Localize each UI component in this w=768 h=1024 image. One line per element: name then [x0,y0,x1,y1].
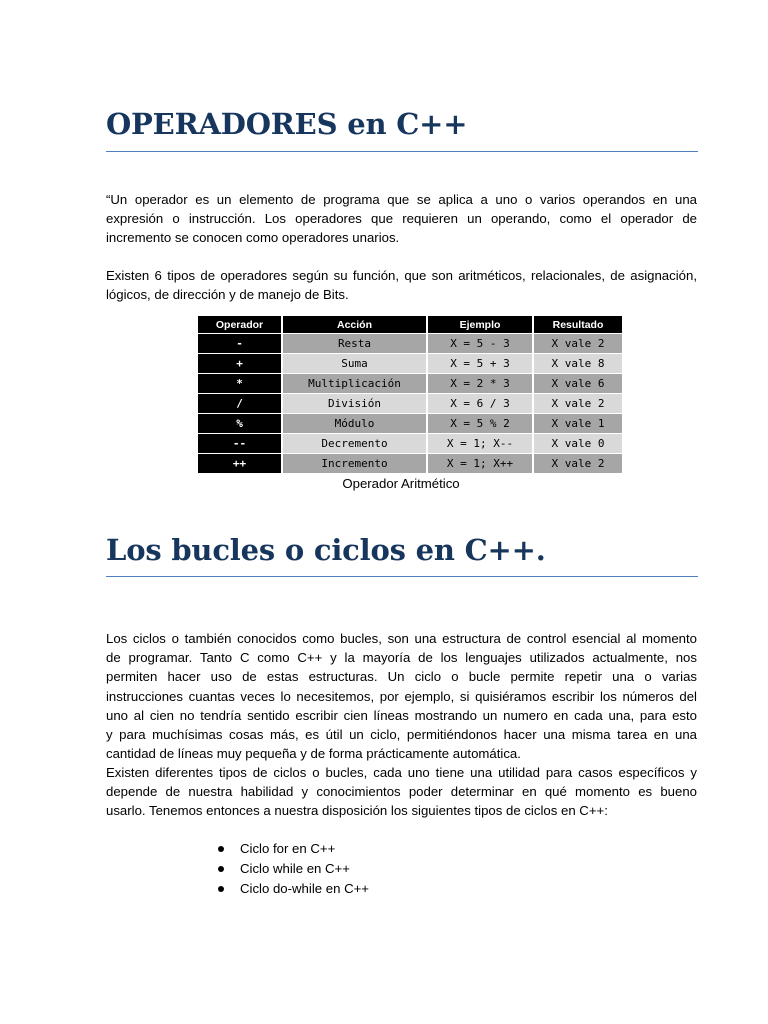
example-cell: X = 2 * 3 [427,374,533,394]
operator-cell: * [198,374,282,394]
section-title-bucles: Los bucles o ciclos en C++. [106,533,546,567]
section-title-operadores: OPERADORES en C++ [106,107,468,141]
text-line: y para muchísimas cosas más, es útil un ciclo, permitiéndonos hacer una misma tarea en una [106,727,697,743]
text-line: Los ciclos o también conocidos como bucles, son una estructura de control esencial al momento [106,631,697,646]
result-cell: X vale 8 [533,354,622,374]
example-cell: X = 1; X-- [427,434,533,454]
table-header-row [198,316,622,334]
list-item [216,859,369,879]
table-row [198,354,622,374]
action-cell: Resta [282,334,427,354]
header-operador: Operador [198,316,282,334]
header-accion: Acción [282,316,427,334]
text-line: cantidad de líneas muy pequeña y de forma prácticamente automática. [106,746,521,762]
example-cell: X = 5 + 3 [427,354,533,374]
text-line: permiten hacer uso de estas estructuras. Un ciclo o bucle permite repetir una o varias [106,669,697,685]
operator-cell: + [198,354,282,374]
text-line: usarlo. Tenemos entonces a nuestra disposición los siguientes tipos de ciclos en C++: [106,803,608,819]
table-row [198,394,622,414]
action-cell: Decremento [282,434,427,454]
text-line: de programar. Tanto C como C++ y la mayoría de los lenguajes utilizados actualmente, nos [106,650,697,666]
table-row [198,434,622,454]
example-cell: X = 1; X++ [427,454,533,474]
operator-cell: % [198,414,282,434]
text-line: instrucciones cuantas veces lo necesitemos, por ejemplo, si quisiéramos escribir los números del [106,688,697,704]
arithmetic-operators-table [198,316,622,473]
text-line: Existen 6 tipos de operadores según su función, que son aritméticos, relacionales, de asignación, [106,268,697,283]
bullet-icon [218,846,224,852]
operator-cell: / [198,394,282,414]
result-cell: X vale 6 [533,374,622,394]
text-line: lógicos, de dirección y de manejo de Bits. [106,287,349,303]
list-item-label: Ciclo do-while en C++ [240,880,370,896]
example-cell: X = 6 / 3 [427,394,533,414]
example-cell: X = 5 - 3 [427,334,533,354]
bullet-icon [218,886,224,892]
result-cell: X vale 0 [533,434,622,454]
operator-cell: ++ [198,454,282,474]
result-cell: X vale 2 [533,334,622,354]
list-item-label: Ciclo while en C++ [240,860,350,876]
action-cell: Multiplicación [282,374,427,394]
result-cell: X vale 2 [533,394,622,414]
text-line: Existen diferentes tipos de ciclos o bucles, cada uno tiene una utilidad para casos específicos y [106,765,697,780]
list-item [216,839,369,859]
list-item [216,879,369,899]
paragraph-operador-types [106,266,697,304]
title-underline [106,576,698,577]
paragraph-bucles-types [106,763,697,821]
text-line: uno al cien no tendría sentido escribir cien líneas mostrando un numero en cada una, para esto [106,707,697,723]
paragraph-bucles-intro [106,629,697,763]
list-item-label: Ciclo for en C++ [240,841,336,856]
table-row [198,374,622,394]
loop-types-list [216,839,369,898]
result-cell: X vale 1 [533,414,622,434]
action-cell: Suma [282,354,427,374]
paragraph-operador-definition [106,190,697,248]
header-resultado: Resultado [533,316,622,334]
bullet-icon [218,866,224,872]
table-row [198,454,622,474]
text-line: depende de nuestra habilidad y conocimientos poder determinar en qué momento es bueno [106,784,697,800]
table-caption: Operador Aritmético [342,476,460,491]
action-cell: Incremento [282,454,427,474]
action-cell: Módulo [282,414,427,434]
header-ejemplo: Ejemplo [427,316,533,334]
action-cell: División [282,394,427,414]
table-row [198,334,622,354]
operator-cell: - [198,334,282,354]
result-cell: X vale 2 [533,454,622,474]
text-line: expresión o instrucción. Los operadores que requieren un operando, como el operador de [106,211,697,227]
example-cell: X = 5 % 2 [427,414,533,434]
text-line: “Un operador es un elemento de programa que se aplica a uno o varios operandos en una [106,192,697,207]
text-line: incremento se conocen como operadores unarios. [106,230,400,246]
table-row [198,414,622,434]
operator-cell: -- [198,434,282,454]
title-underline [106,151,698,152]
